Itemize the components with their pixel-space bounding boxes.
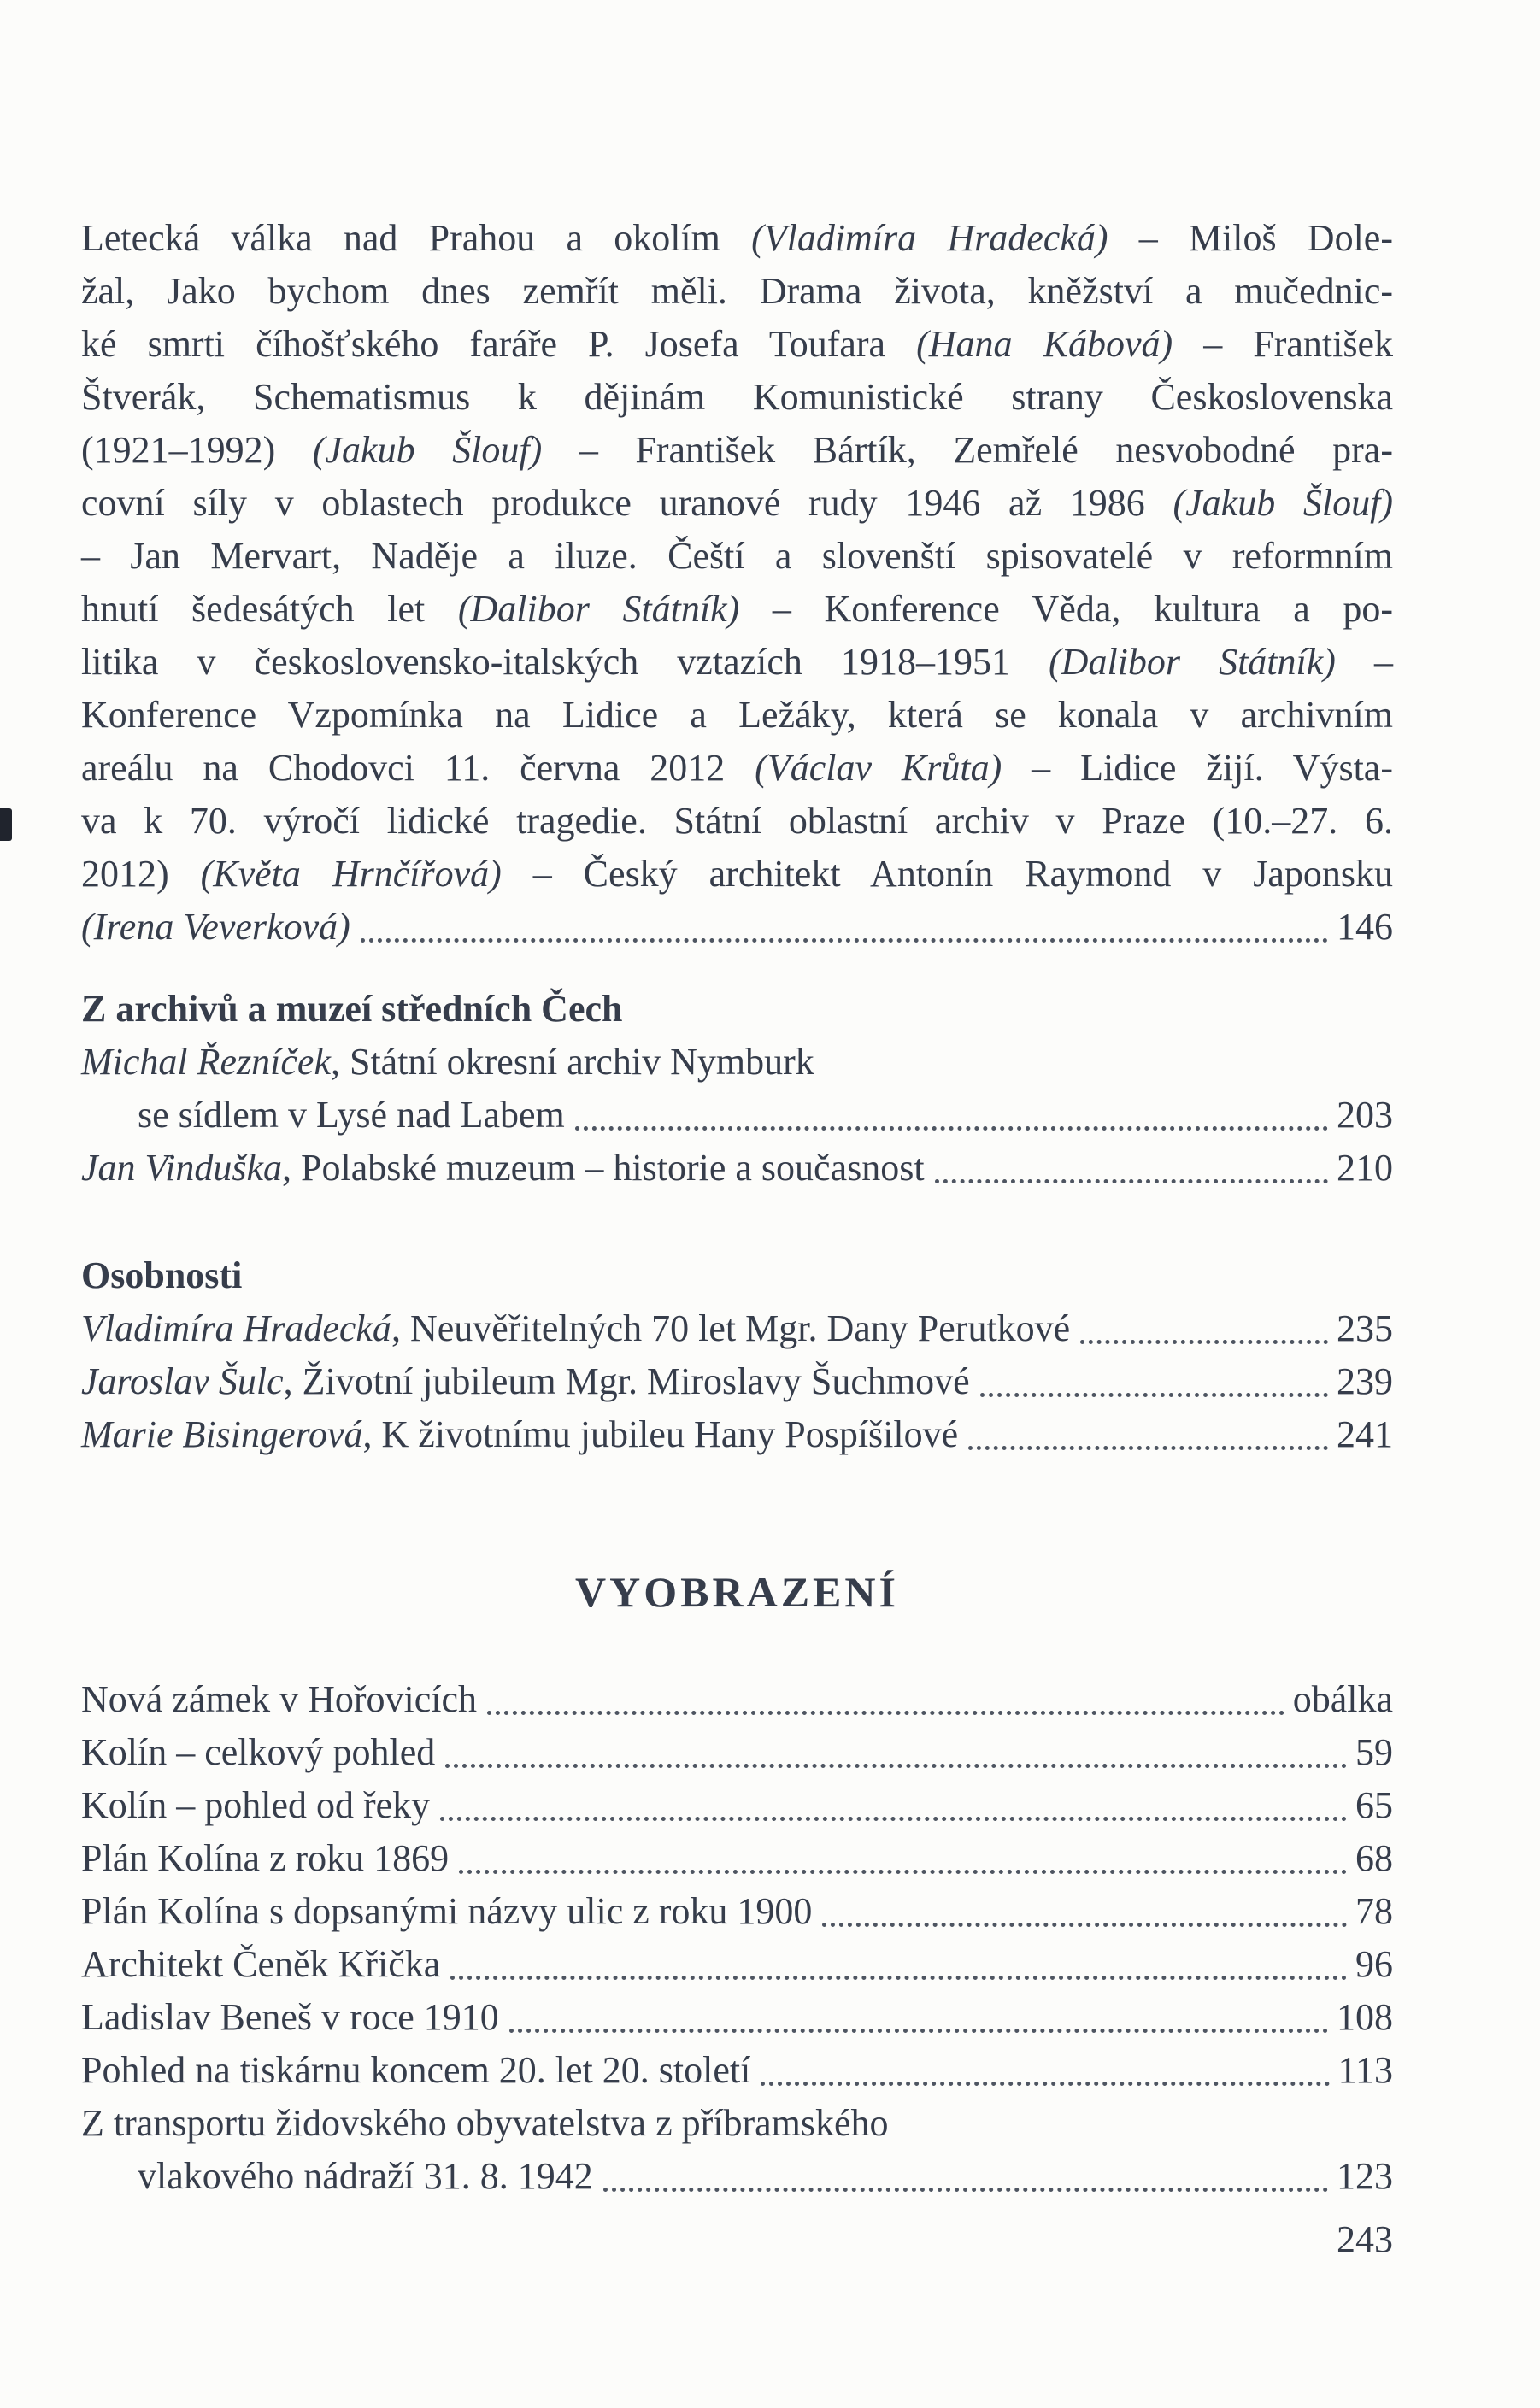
illustration-label: Plán Kolína z roku 1869	[81, 1837, 450, 1879]
toc-paragraph-line: žal, Jako bychom dnes zemřít měli. Drama života, kněžství a mučednic-	[81, 270, 1393, 312]
illustration-item	[81, 2044, 1393, 2097]
toc-paragraph-line: Konference Vzpomínka na Lidice a Ležáky, která se konala v archivním	[81, 694, 1393, 736]
toc-entry-text: Jaroslav Šulc, Životní jubileum Mgr. Miroslavy Šuchmové	[81, 1360, 970, 1402]
illustration-item	[81, 1991, 1393, 2044]
section-title: Osobnosti	[81, 1254, 243, 1296]
section-people	[81, 1249, 1393, 1461]
toc-paragraph	[81, 212, 1393, 954]
dot-leader	[575, 1126, 1328, 1131]
page-ref: 210	[1337, 1147, 1393, 1189]
page-ref: 108	[1337, 1996, 1393, 2038]
page-ref: 146	[1337, 906, 1393, 948]
dot-leader	[1080, 1340, 1328, 1344]
toc-paragraph-line: areálu na Chodovci 11. června 2012 (Václav Krůta) – Lidice žijí. Výsta-	[81, 747, 1393, 789]
illustration-label: Nová zámek v Hořovicích	[81, 1678, 478, 1720]
illustration-label: Kolín – pohled od řeky	[81, 1784, 431, 1826]
toc-entry-text: Marie Bisingerová, K životnímu jubileu Hany Pospíšilové	[81, 1413, 959, 1455]
toc-entry-text: (Irena Veverková)	[81, 906, 350, 948]
toc-entry	[81, 1142, 1393, 1195]
page-ref: 78	[1355, 1890, 1393, 1932]
section-archives	[81, 983, 1393, 1195]
dot-leader	[761, 2082, 1329, 2086]
toc-entry-text: Michal Řezníček, Státní okresní archiv Nymburk	[81, 1041, 814, 1083]
toc-entry-text: Vladimíra Hradecká, Neuvěřitelných 70 let Mgr. Dany Perutkové	[81, 1307, 1071, 1349]
dot-leader	[968, 1446, 1328, 1450]
page-content	[81, 212, 1393, 2266]
folio-page-number: 243	[1337, 2218, 1393, 2260]
illustrations-heading: VYOBRAZENÍ	[575, 1568, 899, 1616]
page-ref: 59	[1355, 1731, 1393, 1773]
toc-entry-continuation	[81, 1089, 1393, 1142]
page-ref: 68	[1355, 1837, 1393, 1879]
dot-leader	[822, 1923, 1347, 1927]
dot-leader	[361, 938, 1328, 943]
toc-entry	[81, 1036, 1393, 1089]
dot-leader	[459, 1870, 1347, 1874]
illustration-item	[81, 1885, 1393, 1938]
page-ref: 96	[1355, 1943, 1393, 1985]
page-ref: 113	[1337, 2049, 1393, 2091]
toc-paragraph-line: litika v československo-italských vztazích 1918–1951 (Dalibor Státník) –	[81, 641, 1394, 683]
illustration-label: Kolín – celkový pohled	[81, 1731, 436, 1773]
dot-leader	[445, 1764, 1347, 1768]
toc-entry-text: Jan Vinduška, Polabské muzeum – historie a současnost	[81, 1147, 925, 1189]
illustration-label: vlakového nádraží 31. 8. 1942	[138, 2155, 593, 2197]
toc-entry	[81, 1355, 1393, 1408]
illustration-item	[81, 1832, 1393, 1885]
toc-entry	[81, 901, 1393, 954]
section-title: Z archivů a muzeí středních Čech	[81, 988, 623, 1030]
illustration-item-continuation	[81, 2150, 1393, 2203]
toc-entry	[81, 1302, 1393, 1355]
illustrations-list	[81, 1673, 1393, 2203]
dot-leader	[450, 1976, 1347, 1980]
illustration-label: Pohled na tiskárnu koncem 20. let 20. století	[81, 2049, 751, 2091]
toc-paragraph-line: ké smrti číhošťského faráře P. Josefa Toufara (Hana Kábová) – František	[81, 323, 1393, 365]
illustration-label: Plán Kolína s dopsanými názvy ulic z roku 1900	[81, 1890, 813, 1932]
page-ref: 241	[1337, 1413, 1393, 1455]
toc-paragraph-line: hnutí šedesátých let (Dalibor Státník) – Konference Věda, kultura a po-	[81, 588, 1393, 630]
dot-leader	[980, 1393, 1328, 1397]
illustration-item	[81, 1673, 1393, 1726]
scan-artifact	[0, 808, 12, 841]
toc-entry-text: se sídlem v Lysé nad Labem	[138, 1094, 565, 1136]
toc-paragraph-line: Štverák, Schematismus k dějinám Komunistické strany Československa	[81, 376, 1393, 418]
toc-paragraph-line: – Jan Mervart, Naděje a iluze. Čeští a slovenští spisovatelé v reformním	[81, 535, 1393, 577]
illustration-label: Z transportu židovského obyvatelstva z příbramského	[81, 2102, 889, 2144]
page-ref: 123	[1337, 2155, 1393, 2197]
illustration-label: Architekt Čeněk Křička	[81, 1943, 441, 1985]
toc-paragraph-line: va k 70. výročí lidické tragedie. Státní oblastní archiv v Praze (10.–27. 6.	[81, 800, 1393, 842]
page-ref: obálka	[1292, 1678, 1393, 1720]
illustration-item	[81, 1779, 1393, 1832]
dot-leader	[509, 2029, 1328, 2033]
page-ref: 239	[1337, 1360, 1393, 1402]
page-ref: 65	[1355, 1784, 1393, 1826]
illustration-item	[81, 1938, 1393, 1991]
dot-leader	[487, 1711, 1284, 1715]
dot-leader	[935, 1179, 1328, 1183]
dot-leader	[440, 1817, 1347, 1821]
illustration-label: Ladislav Beneš v roce 1910	[81, 1996, 499, 2038]
toc-paragraph-line: (1921–1992) (Jakub Šlouf) – František Bártík, Zemřelé nesvobodné pra-	[81, 429, 1393, 471]
toc-entry	[81, 1408, 1393, 1461]
toc-paragraph-line: Letecká válka nad Prahou a okolím (Vladimíra Hradecká) – Miloš Dole-	[81, 217, 1393, 259]
page-ref: 203	[1337, 1094, 1393, 1136]
dot-leader	[603, 2188, 1328, 2192]
illustration-item	[81, 2097, 1393, 2150]
toc-paragraph-line: covní síly v oblastech produkce uranové rudy 1946 až 1986 (Jakub Šlouf)	[81, 482, 1393, 524]
illustration-item	[81, 1726, 1393, 1779]
toc-paragraph-line: 2012) (Květa Hrnčířová) – Český architekt Antonín Raymond v Japonsku	[81, 853, 1393, 895]
page-ref: 235	[1337, 1307, 1393, 1349]
